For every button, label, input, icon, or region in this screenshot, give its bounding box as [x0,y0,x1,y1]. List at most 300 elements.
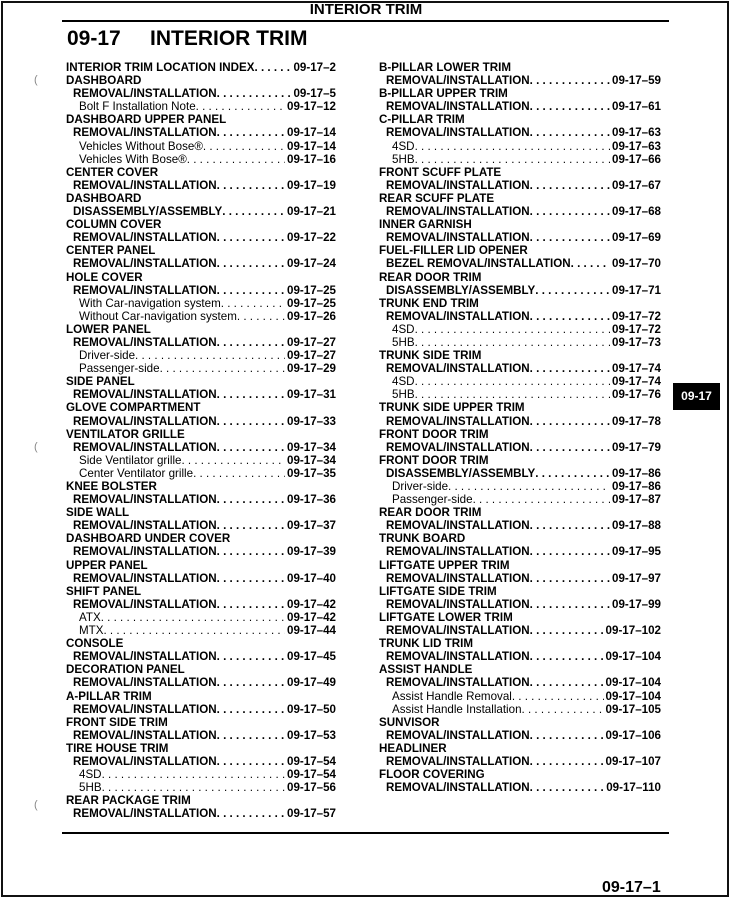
toc-entry-label: CONSOLE [66,637,124,651]
toc-group-heading [379,506,661,519]
toc-group-heading [379,716,661,729]
dot-leader [217,415,285,428]
toc-entry-label: SIDE WALL [66,506,130,520]
toc-entry[interactable] [66,100,336,113]
dot-leader [217,336,285,349]
toc-page-ref: 09-17–104 [605,689,661,703]
dot-leader [193,467,285,480]
toc-entry[interactable] [379,179,661,192]
dot-leader [512,690,604,703]
toc-entry[interactable] [379,126,661,139]
toc-entry-label: Assist Handle Installation [392,702,522,716]
toc-entry[interactable] [379,310,661,323]
toc-entry[interactable] [66,257,336,270]
toc-group-heading [379,742,661,755]
toc-page-ref: 09-17–61 [612,100,661,114]
toc-entry-label: Side Ventilator grille [79,453,182,467]
toc-page-ref: 09-17–88 [612,519,661,533]
toc-page-ref: 09-17–67 [612,178,661,192]
section-tab[interactable]: 09-17 [673,383,720,410]
dot-leader [217,231,285,244]
toc-entry-label: FLOOR COVERING [379,768,485,782]
dot-leader [217,284,285,297]
toc-entry[interactable] [66,703,336,716]
toc-page-ref: 09-17–12 [287,100,336,114]
toc-entry[interactable] [66,336,336,349]
toc-entry[interactable] [379,323,661,336]
dot-leader [217,729,285,742]
toc-group-heading [379,218,661,231]
toc-entry-label: Passenger-side [392,493,473,507]
toc-entry-label: REMOVAL/INSTALLATION [386,74,530,88]
toc-page-ref: 09-17–27 [287,349,336,363]
toc-entry-label: ASSIST HANDLE [379,663,473,677]
dot-leader [530,598,610,611]
toc-entry[interactable] [379,140,661,153]
toc-entry-label: Driver-side [392,480,449,493]
toc-page-ref: 09-17–42 [287,610,336,624]
toc-entry[interactable] [379,231,661,244]
toc-entry[interactable] [66,493,336,506]
toc-entry-label: REMOVAL/INSTALLATION [73,545,217,559]
toc-page-ref: 09-17–50 [287,702,336,716]
dot-leader [530,729,604,742]
toc-entry-label: FUEL-FILLER LID OPENER [379,244,528,258]
toc-entry[interactable] [66,441,336,454]
toc-entry-label: C-PILLAR TRIM [379,113,465,127]
toc-page-ref: 09-17–45 [287,650,336,664]
toc-entry[interactable] [379,362,661,375]
toc-page-ref: 09-17–34 [287,440,336,454]
toc-entry-label: UPPER PANEL [66,558,148,572]
toc-entry[interactable] [66,768,336,781]
dot-leader [415,153,610,166]
dot-leader [217,441,285,454]
toc-entry-label: REMOVAL/INSTALLATION [73,519,217,533]
toc-entry-label: LIFTGATE SIDE TRIM [379,584,497,598]
dot-leader [530,179,610,192]
dot-leader [217,598,285,611]
toc-entry-label: 5HB [79,781,102,795]
toc-entry-label: REAR PACKAGE TRIM [66,794,191,808]
toc-group-heading [66,166,336,179]
toc-entry-label: Vehicles Without Bose® [79,139,203,153]
toc-entry[interactable] [379,205,661,218]
toc-entry-label: REMOVAL/INSTALLATION [73,676,217,690]
toc-entry[interactable] [66,388,336,401]
dot-leader [187,153,285,166]
toc-group-heading [379,768,661,781]
dot-leader [530,205,610,218]
dot-leader [196,100,285,113]
toc-group-heading [66,74,336,87]
dot-leader [530,310,610,323]
toc-entry-label: REMOVAL/INSTALLATION [73,702,217,716]
dot-leader [415,336,610,349]
toc-entry-label: DASHBOARD UNDER COVER [66,532,231,546]
toc-entry-label: Without Car-navigation system [79,309,237,323]
toc-entry-label: REMOVAL/INSTALLATION [73,728,217,742]
dot-leader [103,624,285,637]
toc-entry-label: TRUNK END TRIM [379,296,479,310]
dot-leader [217,755,285,768]
toc-entry[interactable] [379,624,661,637]
dot-leader [217,807,285,820]
toc-entry-label: BEZEL REMOVAL/INSTALLATION [386,257,571,271]
toc-entry-label: REMOVAL/INSTALLATION [386,650,530,664]
dot-leader [530,100,610,113]
toc-entry[interactable] [379,493,661,506]
toc-right-column [379,61,661,794]
toc-entry[interactable] [379,480,661,493]
toc-entry[interactable] [66,61,336,74]
toc-entry[interactable] [379,375,661,388]
toc-group-heading [379,637,661,650]
toc-page-ref: 09-17–56 [287,781,336,795]
toc-entry-label: REMOVAL/INSTALLATION [386,362,530,376]
toc-group-heading [379,663,661,676]
toc-page-ref: 09-17–104 [605,676,661,690]
toc-entry[interactable] [379,467,661,480]
toc-group-heading [66,244,336,257]
toc-entry-label: REMOVAL/INSTALLATION [386,126,530,140]
toc-entry[interactable] [379,441,661,454]
toc-entry[interactable] [66,140,336,153]
toc-entry[interactable] [66,519,336,532]
toc-entry[interactable] [66,781,336,794]
dot-leader [102,781,285,794]
toc-page-ref: 09-17–104 [605,650,661,664]
dot-leader [221,297,285,310]
toc-entry-label: REMOVAL/INSTALLATION [73,126,217,140]
toc-entry-label: REMOVAL/INSTALLATION [73,650,217,664]
dot-leader [530,676,604,689]
dot-leader [217,493,285,506]
toc-entry[interactable] [66,126,336,139]
toc-entry-label: Driver-side [79,349,136,363]
toc-entry-label: REMOVAL/INSTALLATION [386,676,530,690]
toc-entry[interactable] [379,74,661,87]
toc-entry[interactable] [66,349,336,362]
toc-entry-label: FRONT SCUFF PLATE [379,165,502,179]
dot-leader [530,755,604,768]
toc-entry[interactable] [379,545,661,558]
toc-page-ref: 09-17–87 [612,493,661,507]
toc-entry[interactable] [66,415,336,428]
toc-group-heading [66,428,336,441]
toc-entry-label: DECORATION PANEL [66,663,185,677]
toc-group-heading [66,506,336,519]
toc-entry[interactable] [379,676,661,689]
toc-page-ref: 09-17–26 [287,309,336,323]
dot-leader [415,375,610,388]
toc-entry-label: REMOVAL/INSTALLATION [73,257,217,271]
toc-page-ref: 09-17–99 [612,597,661,611]
toc-page-ref: 09-17–110 [606,781,661,795]
toc-group-heading [379,113,661,126]
toc-entry[interactable] [66,284,336,297]
dot-leader [217,179,285,192]
toc-entry[interactable] [66,545,336,558]
toc-entry-label: REAR DOOR TRIM [379,270,482,284]
toc-entry[interactable] [379,257,661,270]
toc-entry[interactable] [379,572,661,585]
toc-entry-label: REMOVAL/INSTALLATION [386,205,530,219]
toc-entry-label: Passenger-side [79,362,160,376]
toc-page-ref: 09-17–27 [287,335,336,349]
toc-entry[interactable] [66,467,336,480]
dot-leader [255,61,292,74]
toc-entry-label: INTERIOR TRIM LOCATION INDEX [66,61,255,74]
toc-entry-label: Assist Handle Removal [392,689,512,703]
toc-entry-label: REMOVAL/INSTALLATION [73,807,217,821]
toc-group-heading [379,61,661,74]
toc-entry[interactable] [66,611,336,624]
toc-page-ref: 09-17–14 [287,139,336,153]
toc-group-heading [66,375,336,388]
dot-leader [530,231,610,244]
toc-entry-label: CENTER COVER [66,165,159,179]
toc-page-ref: 09-17–54 [287,768,336,782]
toc-entry[interactable] [379,755,661,768]
toc-group-heading [379,454,661,467]
toc-entry-label: REMOVAL/INSTALLATION [386,624,530,638]
toc-entry-label: REMOVAL/INSTALLATION [386,414,530,428]
toc-entry[interactable] [379,598,661,611]
toc-page-ref: 09-17–63 [612,126,661,140]
toc-entry[interactable] [66,650,336,663]
toc-entry-label: REMOVAL/INSTALLATION [73,440,217,454]
toc-entry-label: Center Ventilator grille [79,466,194,480]
toc-entry[interactable] [66,624,336,637]
dot-leader [217,87,292,100]
toc-group-heading [66,480,336,493]
toc-page-ref: 09-17–16 [287,152,336,166]
toc-entry[interactable] [66,231,336,244]
toc-entry-label: GLOVE COMPARTMENT [66,401,201,415]
toc-entry-label: REMOVAL/INSTALLATION [386,440,530,454]
toc-group-heading [379,271,661,284]
toc-entry[interactable] [379,650,661,663]
toc-group-heading [66,218,336,231]
toc-entry-label: REMOVAL/INSTALLATION [386,178,530,192]
section-title: INTERIOR TRIM [150,27,308,50]
toc-entry-label: REMOVAL/INSTALLATION [386,597,530,611]
toc-entry-label: REMOVAL/INSTALLATION [73,754,217,768]
toc-entry-label: A-PILLAR TRIM [66,689,152,703]
dot-leader [530,624,604,637]
toc-entry-label: REMOVAL/INSTALLATION [73,493,217,507]
toc-entry[interactable] [379,703,661,716]
toc-entry-label: KNEE BOLSTER [66,480,157,493]
dot-leader [217,545,285,558]
toc-entry-label: CENTER PANEL [66,244,156,258]
toc-entry-label: TRUNK BOARD [379,532,466,546]
toc-entry-label: ATX [79,610,101,624]
dot-leader [530,781,605,794]
toc-entry[interactable] [66,755,336,768]
toc-entry-label: B-PILLAR LOWER TRIM [379,61,512,74]
toc-entry-label: LIFTGATE LOWER TRIM [379,610,513,624]
toc-group-heading [66,794,336,807]
toc-entry-label: 4SD [392,322,415,336]
toc-entry-label: REMOVAL/INSTALLATION [73,388,217,402]
dot-leader [522,703,604,716]
toc-entry[interactable] [379,781,661,794]
page-number: 09-17–1 [602,879,661,896]
toc-entry[interactable] [66,153,336,166]
dot-leader [415,323,610,336]
toc-left-column [66,61,336,820]
toc-page-ref: 09-17–70 [612,257,661,271]
toc-entry[interactable] [66,807,336,820]
toc-entry[interactable] [379,284,661,297]
toc-page-ref: 09-17–22 [287,231,336,245]
toc-page-ref: 09-17–2 [293,61,336,74]
dot-leader [448,480,610,493]
toc-entry-label: Vehicles With Bose® [79,152,187,166]
toc-entry[interactable] [379,690,661,703]
toc-entry-label: With Car-navigation system [79,296,221,310]
toc-group-heading [379,166,661,179]
toc-entry[interactable] [379,153,661,166]
toc-entry[interactable] [66,676,336,689]
dot-leader [530,545,610,558]
dot-leader [217,676,285,689]
toc-entry-label: FRONT SIDE TRIM [66,715,168,729]
toc-entry-label: REMOVAL/INSTALLATION [73,283,217,297]
toc-entry[interactable] [379,415,661,428]
toc-page-ref: 09-17–39 [287,545,336,559]
toc-entry[interactable] [66,179,336,192]
toc-entry-label: DASHBOARD [66,191,142,205]
toc-group-heading [66,532,336,545]
toc-entry-label: REMOVAL/INSTALLATION [73,87,217,101]
toc-entry-label: TRUNK SIDE TRIM [379,349,482,363]
toc-group-heading [379,192,661,205]
toc-page-ref: 09-17–107 [605,754,661,768]
toc-page-ref: 09-17–78 [612,414,661,428]
dot-leader [530,126,610,139]
toc-entry-label: 5HB [392,388,415,402]
dot-leader [102,768,285,781]
toc-entry[interactable] [379,100,661,113]
toc-entry-label: DISASSEMBLY/ASSEMBLY [386,283,536,297]
toc-entry[interactable] [66,454,336,467]
toc-entry-label: DISASSEMBLY/ASSEMBLY [73,205,223,219]
toc-entry[interactable] [66,297,336,310]
toc-page-ref: 09-17–37 [287,519,336,533]
dot-leader [530,519,610,532]
toc-page-ref: 09-17–69 [612,231,661,245]
toc-entry[interactable] [379,519,661,532]
toc-page-ref: 09-17–49 [287,676,336,690]
toc-entry[interactable] [66,729,336,742]
footer-rule [62,832,669,834]
margin-mark: ( [34,441,38,453]
toc-page-ref: 09-17–25 [287,283,336,297]
toc-entry[interactable] [379,729,661,742]
toc-entry-label: SHIFT PANEL [66,584,142,598]
toc-page-ref: 09-17–42 [287,597,336,611]
toc-entry-label: REMOVAL/INSTALLATION [73,571,217,585]
toc-entry-label: HOLE COVER [66,270,143,284]
toc-entry[interactable] [66,362,336,375]
toc-page-ref: 09-17–74 [612,375,661,389]
toc-entry-label: 5HB [392,152,415,166]
toc-page-ref: 09-17–97 [612,571,661,585]
toc-page-ref: 09-17–31 [287,388,336,402]
toc-entry-label: REMOVAL/INSTALLATION [386,545,530,559]
toc-entry-label: FRONT DOOR TRIM [379,453,489,467]
dot-leader [415,140,610,153]
dot-leader [415,388,610,401]
dot-leader [217,519,285,532]
toc-page-ref: 09-17–53 [287,728,336,742]
toc-entry[interactable] [379,388,661,401]
toc-page-ref: 09-17–29 [287,362,336,376]
toc-group-heading [66,401,336,414]
toc-entry-label: 4SD [79,768,102,782]
toc-entry-label: 4SD [392,139,415,153]
toc-entry[interactable] [66,87,336,100]
toc-group-heading [379,87,661,100]
toc-entry[interactable] [66,310,336,323]
toc-page-ref: 09-17–57 [287,807,336,821]
toc-page-ref: 09-17–66 [612,152,661,166]
toc-group-heading [66,585,336,598]
toc-page-ref: 09-17–86 [612,466,661,480]
dot-leader [530,74,610,87]
toc-page-ref: 09-17–63 [612,139,661,153]
toc-entry[interactable] [66,205,336,218]
toc-group-heading [379,559,661,572]
toc-entry[interactable] [66,598,336,611]
margin-mark: ( [34,799,38,811]
toc-entry-label: REMOVAL/INSTALLATION [386,571,530,585]
toc-group-heading [66,663,336,676]
toc-entry-label: 5HB [392,335,415,349]
toc-group-heading [379,349,661,362]
toc-group-heading [66,323,336,336]
toc-page-ref: 09-17–72 [612,322,661,336]
toc-page-ref: 09-17–14 [287,126,336,140]
toc-page-ref: 09-17–68 [612,205,661,219]
toc-entry[interactable] [66,572,336,585]
toc-entry[interactable] [379,336,661,349]
toc-entry-label: REMOVAL/INSTALLATION [73,231,217,245]
dot-leader [535,284,610,297]
dot-leader [535,467,610,480]
toc-entry-label: REMOVAL/INSTALLATION [386,100,530,114]
toc-entry-label: REMOVAL/INSTALLATION [73,597,217,611]
section-heading [67,27,308,51]
dot-leader [530,415,610,428]
toc-entry-label: Bolt F Installation Note [79,100,196,114]
toc-entry-label: SIDE PANEL [66,375,135,389]
toc-page-ref: 09-17–76 [612,388,661,402]
toc-group-heading [66,716,336,729]
toc-entry-label: REMOVAL/INSTALLATION [386,754,530,768]
toc-entry-label: B-PILLAR UPPER TRIM [379,87,508,101]
toc-page-ref: 09-17–73 [612,335,661,349]
toc-entry-label: HEADLINER [379,741,447,755]
toc-group-heading [66,559,336,572]
toc-entry-label: MTX [79,624,104,638]
toc-entry-label: REMOVAL/INSTALLATION [386,781,530,795]
toc-entry-label: REMOVAL/INSTALLATION [386,309,530,323]
toc-entry-label: TRUNK SIDE UPPER TRIM [379,401,525,415]
